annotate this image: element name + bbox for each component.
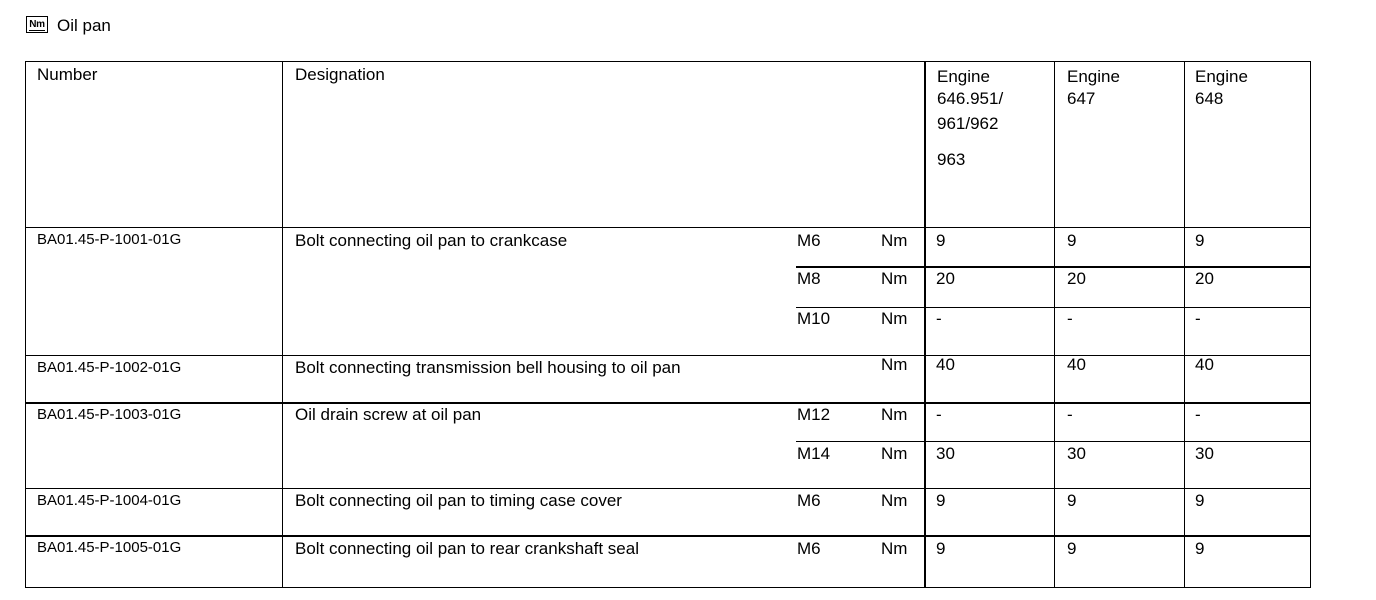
row4-sub1-size: M6 (797, 491, 821, 510)
row3-sub1-e3: - (1195, 405, 1201, 424)
torque-nm-icon (26, 16, 48, 33)
row-divider (796, 266, 1311, 268)
header-engine-1-line3: 961/962 (937, 114, 999, 133)
row3-sub2-e3: 30 (1195, 444, 1214, 463)
row-divider (796, 441, 1311, 442)
row1-sub3-e2: - (1067, 309, 1073, 328)
row3-sub1-e1: - (936, 405, 942, 424)
row1-sub3-unit: Nm (881, 309, 908, 328)
col-divider (1310, 62, 1311, 587)
row1-sub3-e1: - (936, 309, 942, 328)
row5-sub1-unit: Nm (881, 539, 908, 558)
row3-sub2-e1: 30 (936, 444, 955, 463)
row4-designation: Bolt connecting oil pan to timing case cover (295, 491, 622, 510)
col-divider (924, 62, 926, 587)
row1-sub1-e1: 9 (936, 231, 946, 250)
row5-sub1-size: M6 (797, 539, 821, 558)
row-divider (26, 402, 1311, 404)
row-divider (26, 535, 1311, 537)
row4-sub1-unit: Nm (881, 491, 908, 510)
row-divider (26, 488, 1311, 489)
row3-sub2-unit: Nm (881, 444, 908, 463)
page-header (26, 14, 111, 38)
header-engine-1-line4: 963 (937, 150, 966, 169)
row1-sub1-unit: Nm (881, 231, 908, 250)
header-engine-2-line1: Engine (1067, 67, 1120, 86)
col-divider (1054, 62, 1055, 587)
row4-sub1-e3: 9 (1195, 491, 1205, 510)
row1-sub2-unit: Nm (881, 269, 908, 288)
row1-sub3-e3: - (1195, 309, 1201, 328)
row3-sub2-e2: 30 (1067, 444, 1086, 463)
row3-sub2-size: M14 (797, 444, 831, 463)
row1-sub2-size: M8 (797, 269, 821, 288)
row-divider (796, 307, 1311, 308)
row2-number: BA01.45-P-1002-01G (37, 359, 182, 376)
header-engine-1-line1: Engine (937, 67, 990, 86)
row5-sub1-e3: 9 (1195, 539, 1205, 558)
header-designation: Designation (295, 65, 385, 84)
row-divider (26, 227, 1311, 228)
torque-table (25, 61, 1311, 588)
row5-sub1-e1: 9 (936, 539, 946, 558)
row1-sub1-e3: 9 (1195, 231, 1205, 250)
row3-designation: Oil drain screw at oil pan (295, 405, 482, 424)
row2-designation: Bolt connecting transmission bell housing to oil pan (295, 358, 681, 377)
row1-sub1-e2: 9 (1067, 231, 1077, 250)
row2-sub1-e1: 40 (936, 355, 955, 374)
col-divider (282, 62, 283, 587)
row1-sub3-size: M10 (797, 309, 831, 328)
header-engine-3-line2: 648 (1195, 89, 1224, 108)
row2-sub1-unit: Nm (881, 355, 908, 374)
row4-sub1-e1: 9 (936, 491, 946, 510)
row5-number: BA01.45-P-1005-01G (37, 539, 182, 556)
row1-sub2-e1: 20 (936, 269, 955, 288)
col-divider (1184, 62, 1185, 587)
page-title: Oil pan (57, 16, 111, 35)
row5-designation: Bolt connecting oil pan to rear crankshaft seal (295, 539, 639, 558)
header-engine-3-line1: Engine (1195, 67, 1248, 86)
row-divider (26, 355, 1311, 356)
header-number: Number (37, 65, 98, 84)
row4-sub1-e2: 9 (1067, 491, 1077, 510)
row2-sub1-e2: 40 (1067, 355, 1086, 374)
row1-sub1-size: M6 (797, 231, 821, 250)
torque-icon-label: Nm (29, 18, 45, 30)
row4-number: BA01.45-P-1004-01G (37, 492, 182, 509)
row3-number: BA01.45-P-1003-01G (37, 406, 182, 423)
row5-sub1-e2: 9 (1067, 539, 1077, 558)
row1-designation: Bolt connecting oil pan to crankcase (295, 231, 568, 250)
header-engine-1-line2: 646.951/ (937, 89, 1004, 108)
header-engine-2-line2: 647 (1067, 89, 1096, 108)
row3-sub1-e2: - (1067, 405, 1073, 424)
row3-sub1-unit: Nm (881, 405, 908, 424)
row1-number: BA01.45-P-1001-01G (37, 231, 182, 248)
row3-sub1-size: M12 (797, 405, 831, 424)
row1-sub2-e3: 20 (1195, 269, 1214, 288)
row1-sub2-e2: 20 (1067, 269, 1086, 288)
row2-sub1-e3: 40 (1195, 355, 1214, 374)
